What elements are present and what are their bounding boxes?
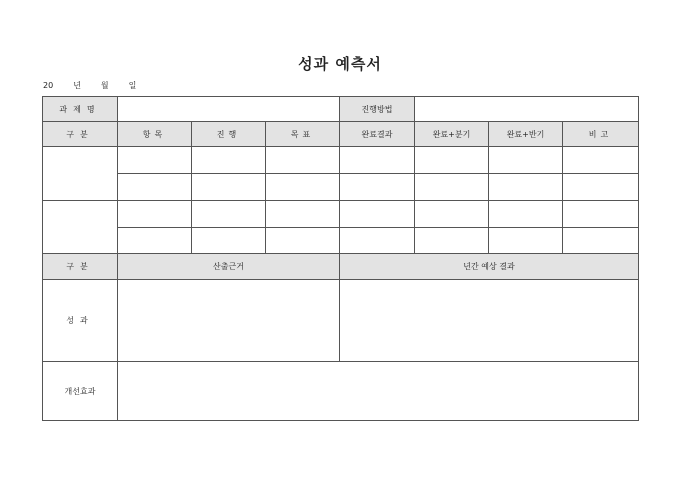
column-header-progress: 진행 <box>192 122 266 147</box>
table-cell[interactable] <box>489 147 563 174</box>
table-cell[interactable] <box>340 174 415 201</box>
date-line <box>43 80 148 91</box>
date-month-label: 월 <box>100 81 109 90</box>
table-cell[interactable] <box>340 201 415 228</box>
annual-result-header: 년간 예상 결과 <box>340 254 639 280</box>
table-cell[interactable] <box>118 201 192 228</box>
table-cell[interactable] <box>192 174 266 201</box>
table-cell[interactable] <box>266 174 340 201</box>
progress-method-label: 진행방법 <box>340 97 415 122</box>
column-header-goal: 목표 <box>266 122 340 147</box>
project-name-field[interactable] <box>118 97 340 122</box>
document-title: 성과 예측서 <box>298 55 382 73</box>
section-header: 구분 <box>43 122 118 147</box>
progress-method-field[interactable] <box>415 97 639 122</box>
table-cell[interactable] <box>415 147 489 174</box>
table-cell[interactable] <box>340 228 415 254</box>
table-cell[interactable] <box>192 228 266 254</box>
section-header-2: 구분 <box>43 254 118 280</box>
group-cell[interactable] <box>43 201 118 254</box>
project-name-label: 과제명 <box>43 97 118 122</box>
basis-header: 산출근거 <box>118 254 340 280</box>
date-year-label: 년 <box>73 81 81 90</box>
column-header-completion-quarter: 완료+분기 <box>415 122 489 147</box>
table-cell[interactable] <box>415 228 489 254</box>
table-cell[interactable] <box>563 201 639 228</box>
column-header-completion-half: 완료+반기 <box>489 122 563 147</box>
table-cell[interactable] <box>266 228 340 254</box>
table-cell[interactable] <box>266 147 340 174</box>
table-cell[interactable] <box>118 228 192 254</box>
performance-forecast-table <box>42 96 639 421</box>
table-cell[interactable] <box>340 147 415 174</box>
group-cell[interactable] <box>43 147 118 201</box>
table-cell[interactable] <box>118 147 192 174</box>
annual-result-field[interactable] <box>340 280 639 362</box>
table-cell[interactable] <box>563 147 639 174</box>
performance-label: 성과 <box>43 280 118 362</box>
table-cell[interactable] <box>489 228 563 254</box>
column-header-remarks: 비고 <box>563 122 639 147</box>
column-header-item: 항목 <box>118 122 192 147</box>
table-cell[interactable] <box>118 174 192 201</box>
table-cell[interactable] <box>563 228 639 254</box>
date-year: 20 <box>43 81 54 90</box>
table-cell[interactable] <box>415 174 489 201</box>
column-header-completion-result: 완료결과 <box>340 122 415 147</box>
improvement-field[interactable] <box>118 362 639 421</box>
improvement-label: 개선효과 <box>43 362 118 421</box>
table-cell[interactable] <box>266 201 340 228</box>
table-cell[interactable] <box>415 201 489 228</box>
date-day-label: 일 <box>128 81 137 90</box>
table-cell[interactable] <box>192 147 266 174</box>
table-cell[interactable] <box>192 201 266 228</box>
table-cell[interactable] <box>489 201 563 228</box>
table-cell[interactable] <box>489 174 563 201</box>
table-cell[interactable] <box>563 174 639 201</box>
basis-field[interactable] <box>118 280 340 362</box>
